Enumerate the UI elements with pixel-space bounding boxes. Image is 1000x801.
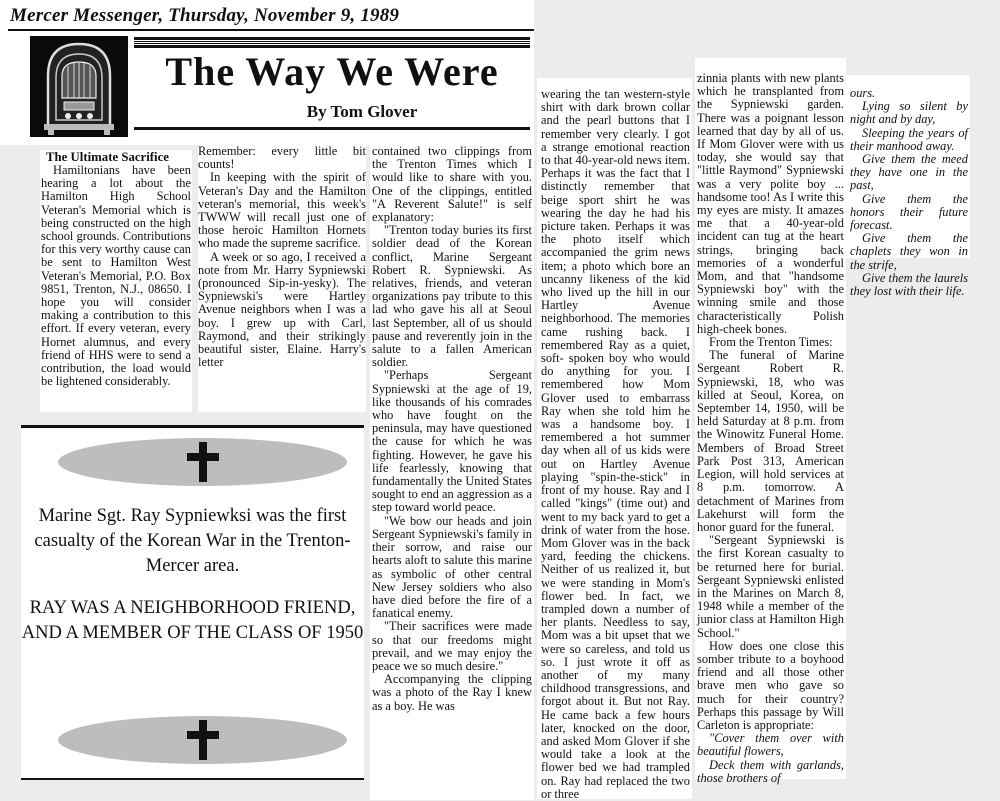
memorial-callout-box xyxy=(21,425,364,780)
paragraph: "Perhaps Sergeant Sypniewski at the age of 19, like thousands of his comrades who have fought on the peninsula, may have questioned the cause for which he was fighting. However, he gave his life fearlessly, knowing that fundamentally the United States sought to end an aggression as a step toward world peace. xyxy=(372,368,532,515)
poem-line: Deck them with garlands, those brothers of xyxy=(697,757,844,785)
cross-icon xyxy=(187,442,219,482)
page-title: The Way We Were xyxy=(165,49,499,94)
antique-radio-icon xyxy=(30,36,128,137)
paragraph: "We bow our heads and join Sergeant Sypniewski's family in their sorrow, and raise our hearts aloft to salute this marine as symbolic of other central New Jersey soldiers who also have died before the fire of a fanatical enemy. xyxy=(372,513,532,621)
paragraph: zinnia plants with new plants which he transplanted from the Sypniewski garden. There was a poignant lesson learned that day by all of us. If Mom Glover were with us today, she would say that "little Raymond" Sypniewski was a very polite boy ... handsome too! As I write this my eyes are misty. It amazes me that a 40-year-old incident can tug at the heart strings, bringing back memories of a wonderful Mom, and that "handsome Sypniewski boy" with the winning smile and those characteristically Polish high-cheek bones. xyxy=(697,71,844,336)
paragraph: Accompanying the clipping was a photo of the Ray I knew as a boy. He was xyxy=(372,672,532,713)
paragraph: How does one close this somber tribute to a boyhood friend and all those other brave men who gave so much for their country? Perhaps this passage by Will Carleton is appropriate: xyxy=(697,638,844,732)
divider xyxy=(8,29,534,31)
article-column-1 xyxy=(40,150,192,412)
paragraph: A week or so ago, I received a note from Mr. Harry Sypniewski (pronounced Sip-in-yesky). The Sypniewski's were Hartley Avenue neighbors when I was a boy. I grew up with Carl, Raymond, and their strikingly beautiful sister, Elaine. Harry's letter xyxy=(198,249,366,370)
poem-line: Sleeping the years of their manhood away. xyxy=(850,125,968,153)
divider xyxy=(134,127,530,130)
poem-line: Give them the meed they have one in the past, xyxy=(850,152,968,193)
poem-line: Give them the honors their future forecast. xyxy=(850,191,968,233)
article-column-6 xyxy=(846,75,970,299)
paragraph: Remember: every little bit counts! xyxy=(198,144,366,172)
paragraph: "Their sacrifices were made so that our freedoms might prevail, and we may enjoy the peace we so much desire." xyxy=(372,619,532,673)
article-headline: The Ultimate Sacrifice xyxy=(46,150,169,164)
cross-banner-bottom xyxy=(58,716,347,764)
paragraph: The funeral of Marine Sergeant Robert R. Sypniewski, 18, who was killed at Seoul, Korea, on September 14, 1950, will be held Saturday at 8 p.m. from the Winowitz Funeral Home. Members of Broad Street Park Post 313, American Legion, will hold services at 8 p.m. tomorrow. A detachment of Marines from Lakehurst will form the honor guard for the funeral. xyxy=(697,348,844,534)
article-column-5 xyxy=(695,58,846,785)
cross-icon xyxy=(187,720,219,760)
poem-line: Give them the chaplets they won in the strife, xyxy=(850,231,968,272)
masthead xyxy=(0,0,534,145)
paragraph: wearing the tan western-style shirt with dark brown collar and the pearl buttons that I remember very clearly. I got a strange emotional reaction to that 40-year-old news item. Perhaps it was the fact that I distinctly remember that beige sport shirt he was wearing the day he had his picture taken. Perhaps it was the photo itself which accompanied the grim news item; a photo which bore an uncanny likeness of the kid who lived up the hill in our Hartley Avenue neighborhood. The memories came rushing back. I remembered Ray as a quiet, soft- spoken boy who would do anything for you. I remembered how Mom Glover used to embarrass Ray when she told him he was a handsome boy. I remembered a hot summer day when all of us kids were out on Hartley Avenue playing "spin-the-stick" in front of my house. Ray and I called "kings" (time out) and went to my back yard to get a drink of water from the hose. Mom Glover was in the back yard, feeding the chickens. Neither of us realized it, but we were standing in Mom's flower bed. In fact, we trampled down a number of her plants. Needless to say, Mom was a bit upset that we were so careless, and told us so. I just wrote it off as another of my many childhood transgressions, and forgot about it. But not Ray. He came back a few hours later, knocked on the door, and asked Mom Glover if she would take a look at the flower bed we had trampled on. Ray had replaced the two or three xyxy=(541,87,690,801)
article-column-4 xyxy=(537,78,692,799)
callout-text: Marine Sgt. Ray Sypniewksi was the first casualty of the Korean War in the Trenton-Mercer area. xyxy=(34,506,351,576)
divider xyxy=(134,37,530,48)
article-column-3 xyxy=(370,145,534,800)
poem-line: "Cover them over with beautiful flowers, xyxy=(697,731,844,759)
title-block xyxy=(134,37,530,122)
paragraph: Hamiltonians have been hearing a lot about the Hamilton High School Veteran's Memorial which is being constructed on the high school grounds. Contributions for this very worthy cause can be sent to Hamilton West Veteran's Memorial, P.O. Box 9851, Trenton, N.J., 08650. I hope you will consider making a contribution to this effort. If every veteran, every Hornet alumnus, and every friend of HHS were to send a contribution, the load would be lightened considerably. xyxy=(41,163,191,389)
poem-line: Lying so silent by night and by day, xyxy=(850,99,968,127)
publication-line: Mercer Messenger, Thursday, November 9, 1989 xyxy=(10,5,400,26)
paragraph: "Sergeant Sypniewski is the first Korean casualty to be returned here for burial. Sergeant Sypniewski enlisted in the Marines on March 8, 1948 while a member of the junior class at Hamilton High School." xyxy=(697,533,844,640)
byline: By Tom Glover xyxy=(306,102,418,121)
paragraph: From the Trenton Times: xyxy=(709,335,833,350)
cross-banner-top xyxy=(58,438,347,486)
paragraph: "Trenton today buries its first soldier dead of the Korean conflict, Marine Sergeant Robert R. Sypniewski. As relatives, friends, and veteran organizations pay tribute to this lad who gave his all at Seoul last September, all of us should pause and reverently join in the salute to a fallen American soldier. xyxy=(372,223,532,370)
paragraph: In keeping with the spirit of Veteran's Day and the Hamilton veteran's memorial, this week's TWWW will recall just one of those heroic Hamilton Hornets who made the supreme sacrifice. xyxy=(198,170,366,251)
paragraph: contained two clippings from the Trenton Times which I would like to share with you. One of the clippings, entitled "A Reverent Salute!" is self explanatory: xyxy=(372,144,532,225)
article-column-2 xyxy=(198,145,366,412)
callout-text-caps: RAY WAS A NEIGHBORHOOD FRIEND, AND A MEMBER OF THE CLASS OF 1950 xyxy=(21,598,364,643)
poem-line: ours. xyxy=(850,86,876,100)
poem-line: Give them the laurels they lost with their life. xyxy=(850,270,968,299)
